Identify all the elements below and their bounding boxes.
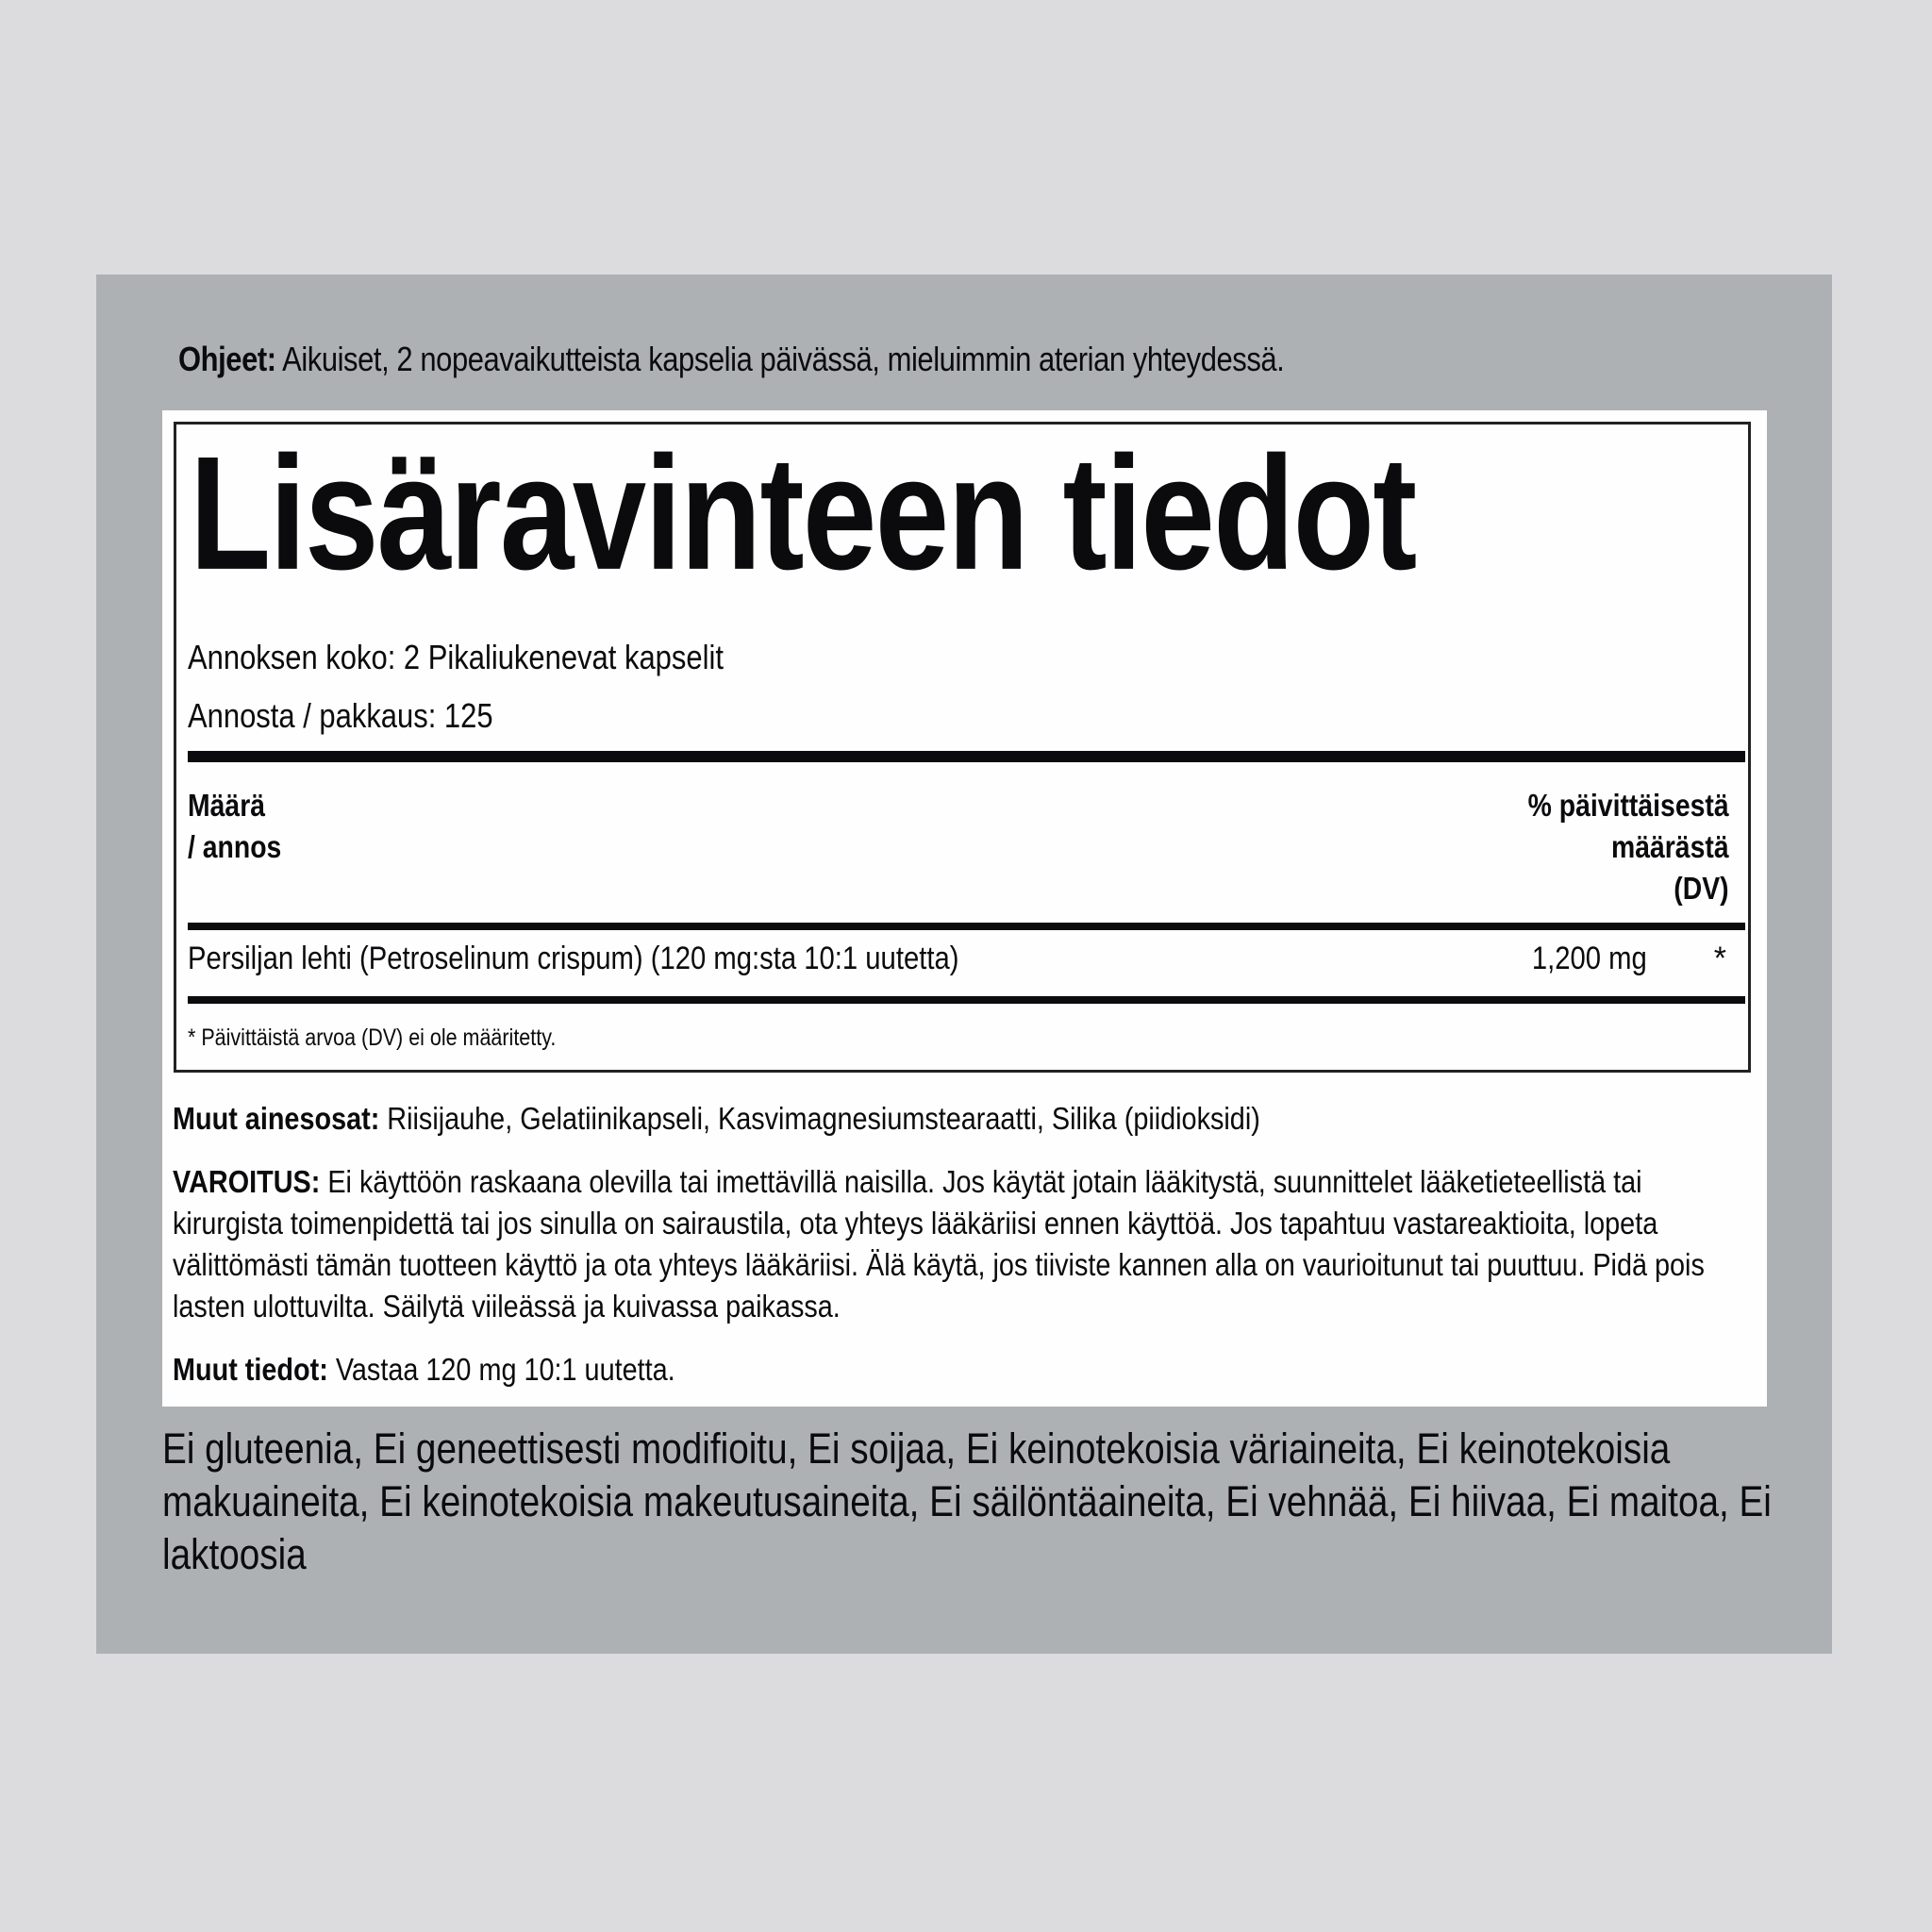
dv-header-line1: % päivittäisestä: [1528, 788, 1729, 823]
warning-text: Ei käyttöön raskaana olevilla tai imettävillä naisilla. Jos käytät jotain lääkitystä, suunnittelet lääketieteellistä tai kirurgista toimenpidettä tai jos sinulla on sairaustila, ota yhteys lääkäriisi ennen käyttöä. Jos tapahtuu vastareaktioita, lopeta välittömästi tämän tuotteen käyttö ja ota yhteys lääkäriisi. Älä käytä, jos tiiviste kannen alla on vaurioitunut tai puuttuu. Pidä pois lasten ulottuvilta. Säilytä viileässä ja kuivassa paikassa.: [173, 1165, 1705, 1324]
other-ingredients: [173, 1099, 1755, 1141]
nutrient-amount: 1,200 mg: [1532, 941, 1647, 976]
nutrient-row: [188, 941, 1745, 988]
amount-per-serving-header: [188, 785, 281, 868]
servings-per-container: Annosta / pakkaus: 125: [188, 696, 493, 735]
dv-header-line2: määrästä: [1611, 829, 1729, 864]
amount-header-line2: / annos: [188, 829, 282, 864]
dv-header-line3: (DV): [1674, 871, 1729, 906]
divider-bottom: [188, 996, 1745, 1004]
warning: [173, 1162, 1755, 1328]
other-info-text: Vastaa 120 mg 10:1 uutetta.: [327, 1353, 675, 1388]
other-ingredients-text: Riisijauhe, Gelatiinikapseli, Kasvimagnesiumstearaatti, Silika (piidioksidi): [379, 1102, 1260, 1137]
directions-label: Ohjeet:: [178, 340, 276, 378]
supplement-facts-box: [174, 422, 1751, 1073]
facts-title: Lisäravinteen tiedot: [190, 422, 1416, 604]
amount-header-line1: Määrä: [188, 788, 266, 823]
serving-size: Annoksen koko: 2 Pikaliukenevat kapselit: [188, 638, 724, 676]
directions-text: Aikuiset, 2 nopeavaikutteista kapselia päivässä, mieluimmin aterian yhteydessä.: [275, 340, 1285, 378]
other-info-label: Muut tiedot:: [173, 1353, 328, 1388]
directions: [178, 340, 1284, 379]
supplement-card: [162, 410, 1767, 1407]
divider-thick: [188, 751, 1745, 762]
dv-footnote: * Päivittäistä arvoa (DV) ei ole määritetty.: [188, 1024, 557, 1051]
nutrient-name: Persiljan lehti (Petroselinum crispum) (120 mg:sta 10:1 uutetta): [188, 941, 959, 976]
daily-value-header: [1528, 785, 1729, 909]
divider-header: [188, 923, 1745, 930]
free-from-list: Ei gluteenia, Ei geneettisesti modifioitu, Ei soijaa, Ei keinotekoisia väriaineita, Ei keinotekoisia makuaineita, Ei keinotekoisia makeutusaineita, Ei säilöntäaineita, Ei vehnää, Ei hiivaa, Ei maitoa, Ei laktoosia: [162, 1424, 1772, 1578]
nutrient-dv: *: [1713, 941, 1726, 976]
warning-label: VAROITUS:: [173, 1165, 321, 1200]
other-info: [173, 1350, 1755, 1391]
other-ingredients-label: Muut ainesosat:: [173, 1102, 380, 1137]
